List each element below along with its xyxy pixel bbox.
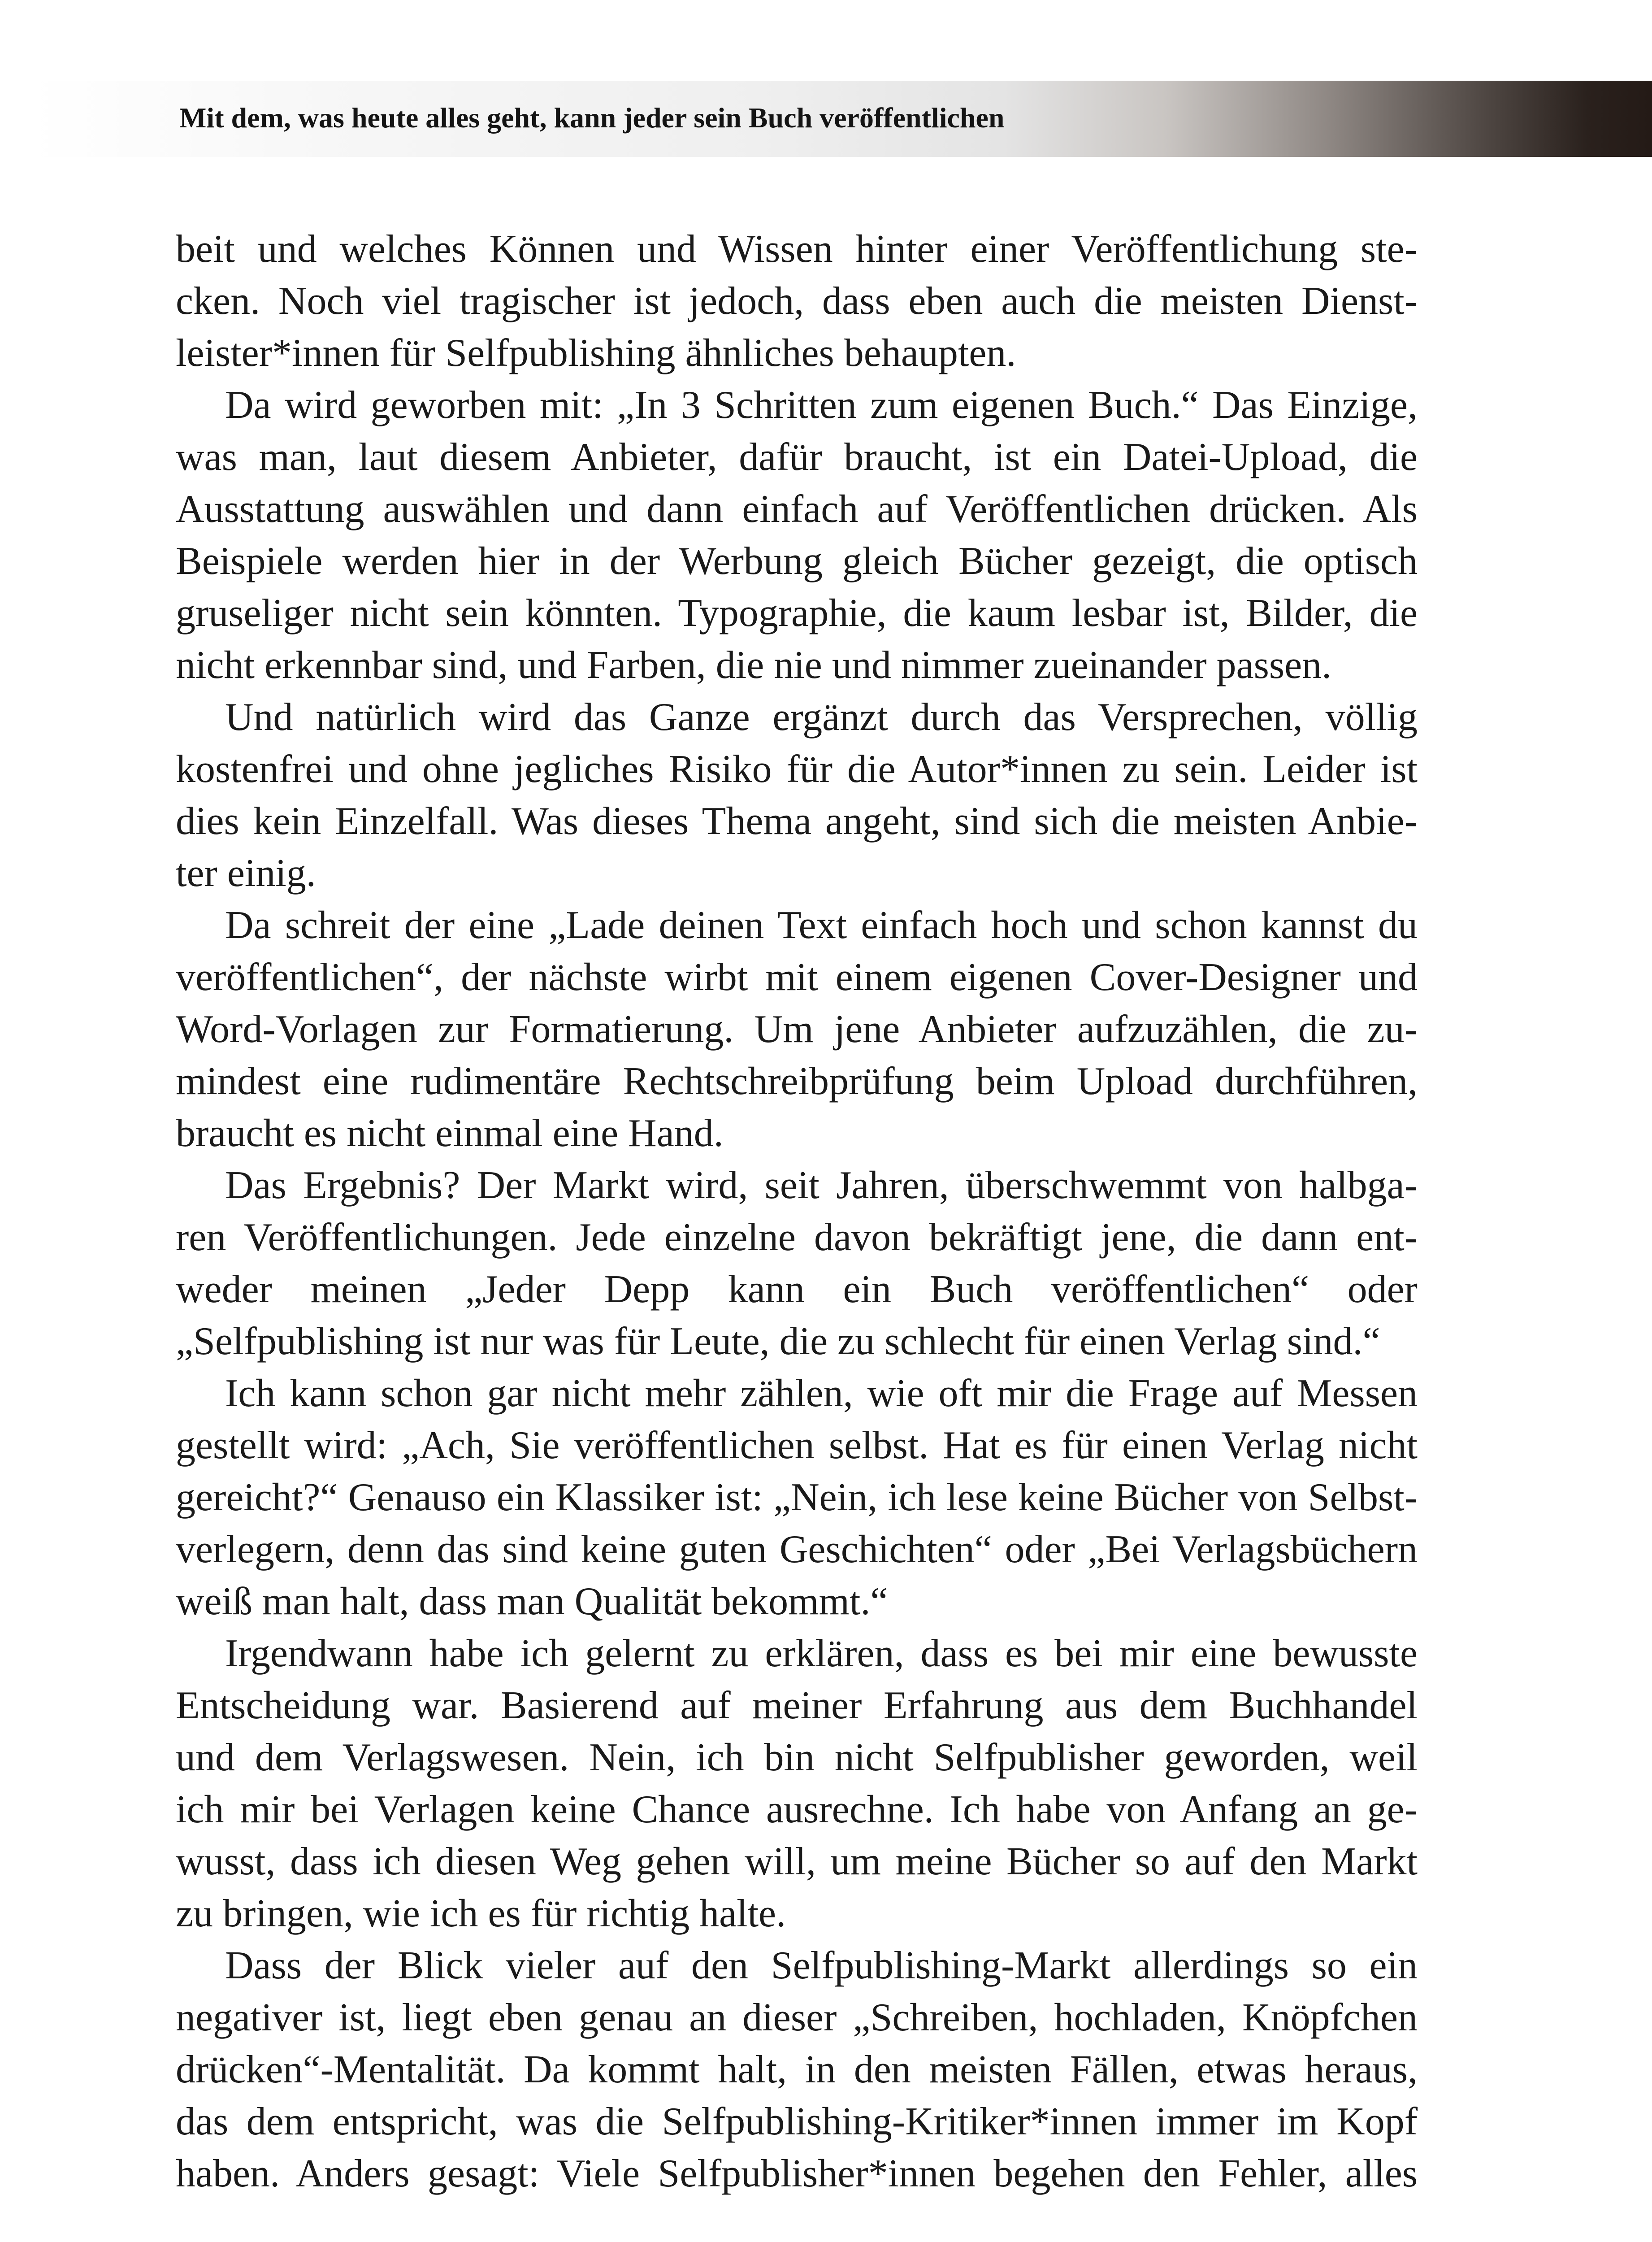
body-text-line: veröffentlichen“, der nächste wirbt mit einem eigenen Cover-Designer und (176, 956, 1418, 999)
body-text-line: drücken“-Mentalität. Da kommt halt, in den meisten Fällen, etwas heraus, (176, 2048, 1418, 2091)
body-text-line: und dem Verlagswesen. Nein, ich bin nicht Selfpublisher geworden, weil (176, 1736, 1418, 1779)
body-text-line: Word-Vorlagen zur Formatierung. Um jene Anbieter aufzuzählen, die zu- (176, 1008, 1418, 1051)
body-text-line: cken. Noch viel tragischer ist jedoch, dass eben auch die meisten Dienst- (176, 279, 1418, 323)
body-text-line: ich mir bei Verlagen keine Chance ausrechne. Ich habe von Anfang an ge- (176, 1788, 1418, 1831)
body-text-line: Irgendwann habe ich gelernt zu erklären, dass es bei mir eine bewusste (225, 1632, 1418, 1675)
body-text-line: weiß man halt, dass man Qualität bekommt.“ (176, 1580, 888, 1623)
body-text-line: mindest eine rudimentäre Rechtschreibprüfung beim Upload durchführen, (176, 1060, 1418, 1103)
body-text-line: Da schreit der eine „Lade deinen Text einfach hoch und schon kannst du (225, 904, 1418, 947)
body-text-line: gereicht?“ Genauso ein Klassiker ist: „Nein, ich lese keine Bücher von Selbst- (176, 1476, 1418, 1519)
body-text-line: Ich kann schon gar nicht mehr zählen, wie oft mir die Frage auf Messen (225, 1372, 1418, 1415)
body-text-line: beit und welches Können und Wissen hinter einer Veröffentlichung ste- (176, 227, 1418, 271)
body-text-line: Das Ergebnis? Der Markt wird, seit Jahren, überschwemmt von halbga- (225, 1164, 1418, 1207)
body-text-line: leister*innen für Selfpublishing ähnliches behaupten. (176, 331, 1016, 375)
body-text-line: nicht erkennbar sind, und Farben, die nie und nimmer zueinander passen. (176, 643, 1332, 687)
body-text-line: haben. Anders gesagt: Viele Selfpublisher*innen begehen den Fehler, alles (176, 2152, 1418, 2195)
body-text-line: dies kein Einzelfall. Was dieses Thema angeht, sind sich die meisten Anbie- (176, 799, 1418, 843)
body-text-line: ter einig. (176, 852, 316, 895)
body-text-line: ren Veröffentlichungen. Jede einzelne davon bekräftigt jene, die dann ent- (176, 1216, 1418, 1259)
body-text-line: verlegern, denn das sind keine guten Geschichten“ oder „Bei Verlagsbüchern (176, 1528, 1418, 1571)
body-text-line: was man, laut diesem Anbieter, dafür braucht, ist ein Datei-Upload, die (176, 435, 1418, 479)
body-text-line: wusst, dass ich diesen Weg gehen will, um meine Bücher so auf den Markt (176, 1840, 1418, 1883)
body-text-line: Ausstattung auswählen und dann einfach auf Veröffentlichen drücken. Als (176, 487, 1418, 531)
body-text-line: das dem entspricht, was die Selfpublishing-Kritiker*innen immer im Kopf (176, 2100, 1418, 2143)
body-text-line: Beispiele werden hier in der Werbung gleich Bücher gezeigt, die optisch (176, 539, 1418, 583)
body-text-line: Da wird geworben mit: „In 3 Schritten zum eigenen Buch.“ Das Einzige, (225, 383, 1418, 427)
body-text-line: weder meinen „Jeder Depp kann ein Buch veröffentlichen“ oder (176, 1268, 1418, 1311)
body-text-line: negativer ist, liegt eben genau an dieser „Schreiben, hochladen, Knöpfchen (176, 1996, 1418, 2039)
body-text-line: zu bringen, wie ich es für richtig halte. (176, 1892, 786, 1935)
body-text-line: gruseliger nicht sein könnten. Typographie, die kaum lesbar ist, Bilder, die (176, 591, 1418, 635)
body-text-line: Entscheidung war. Basierend auf meiner Erfahrung aus dem Buchhandel (176, 1684, 1418, 1727)
body-text-line: „Selfpublishing ist nur was für Leute, die zu schlecht für einen Verlag sind.“ (176, 1320, 1380, 1363)
body-text-line: Dass der Blick vieler auf den Selfpublishing-Markt allerdings so ein (225, 1944, 1418, 1987)
body-text-line: Und natürlich wird das Ganze ergänzt durch das Versprechen, völlig (225, 695, 1418, 739)
running-head-bar (31, 81, 1652, 157)
running-head-title: Mit dem, was heute alles geht, kann jeder sein Buch veröffentlichen (179, 102, 1005, 134)
body-text-line: gestellt wird: „Ach, Sie veröffentlichen selbst. Hat es für einen Verlag nicht (176, 1424, 1418, 1467)
body-text (176, 223, 1418, 2200)
body-text-line: kostenfrei und ohne jegliches Risiko für die Autor*innen zu sein. Leider ist (176, 747, 1418, 791)
body-text-line: braucht es nicht einmal eine Hand. (176, 1112, 724, 1155)
